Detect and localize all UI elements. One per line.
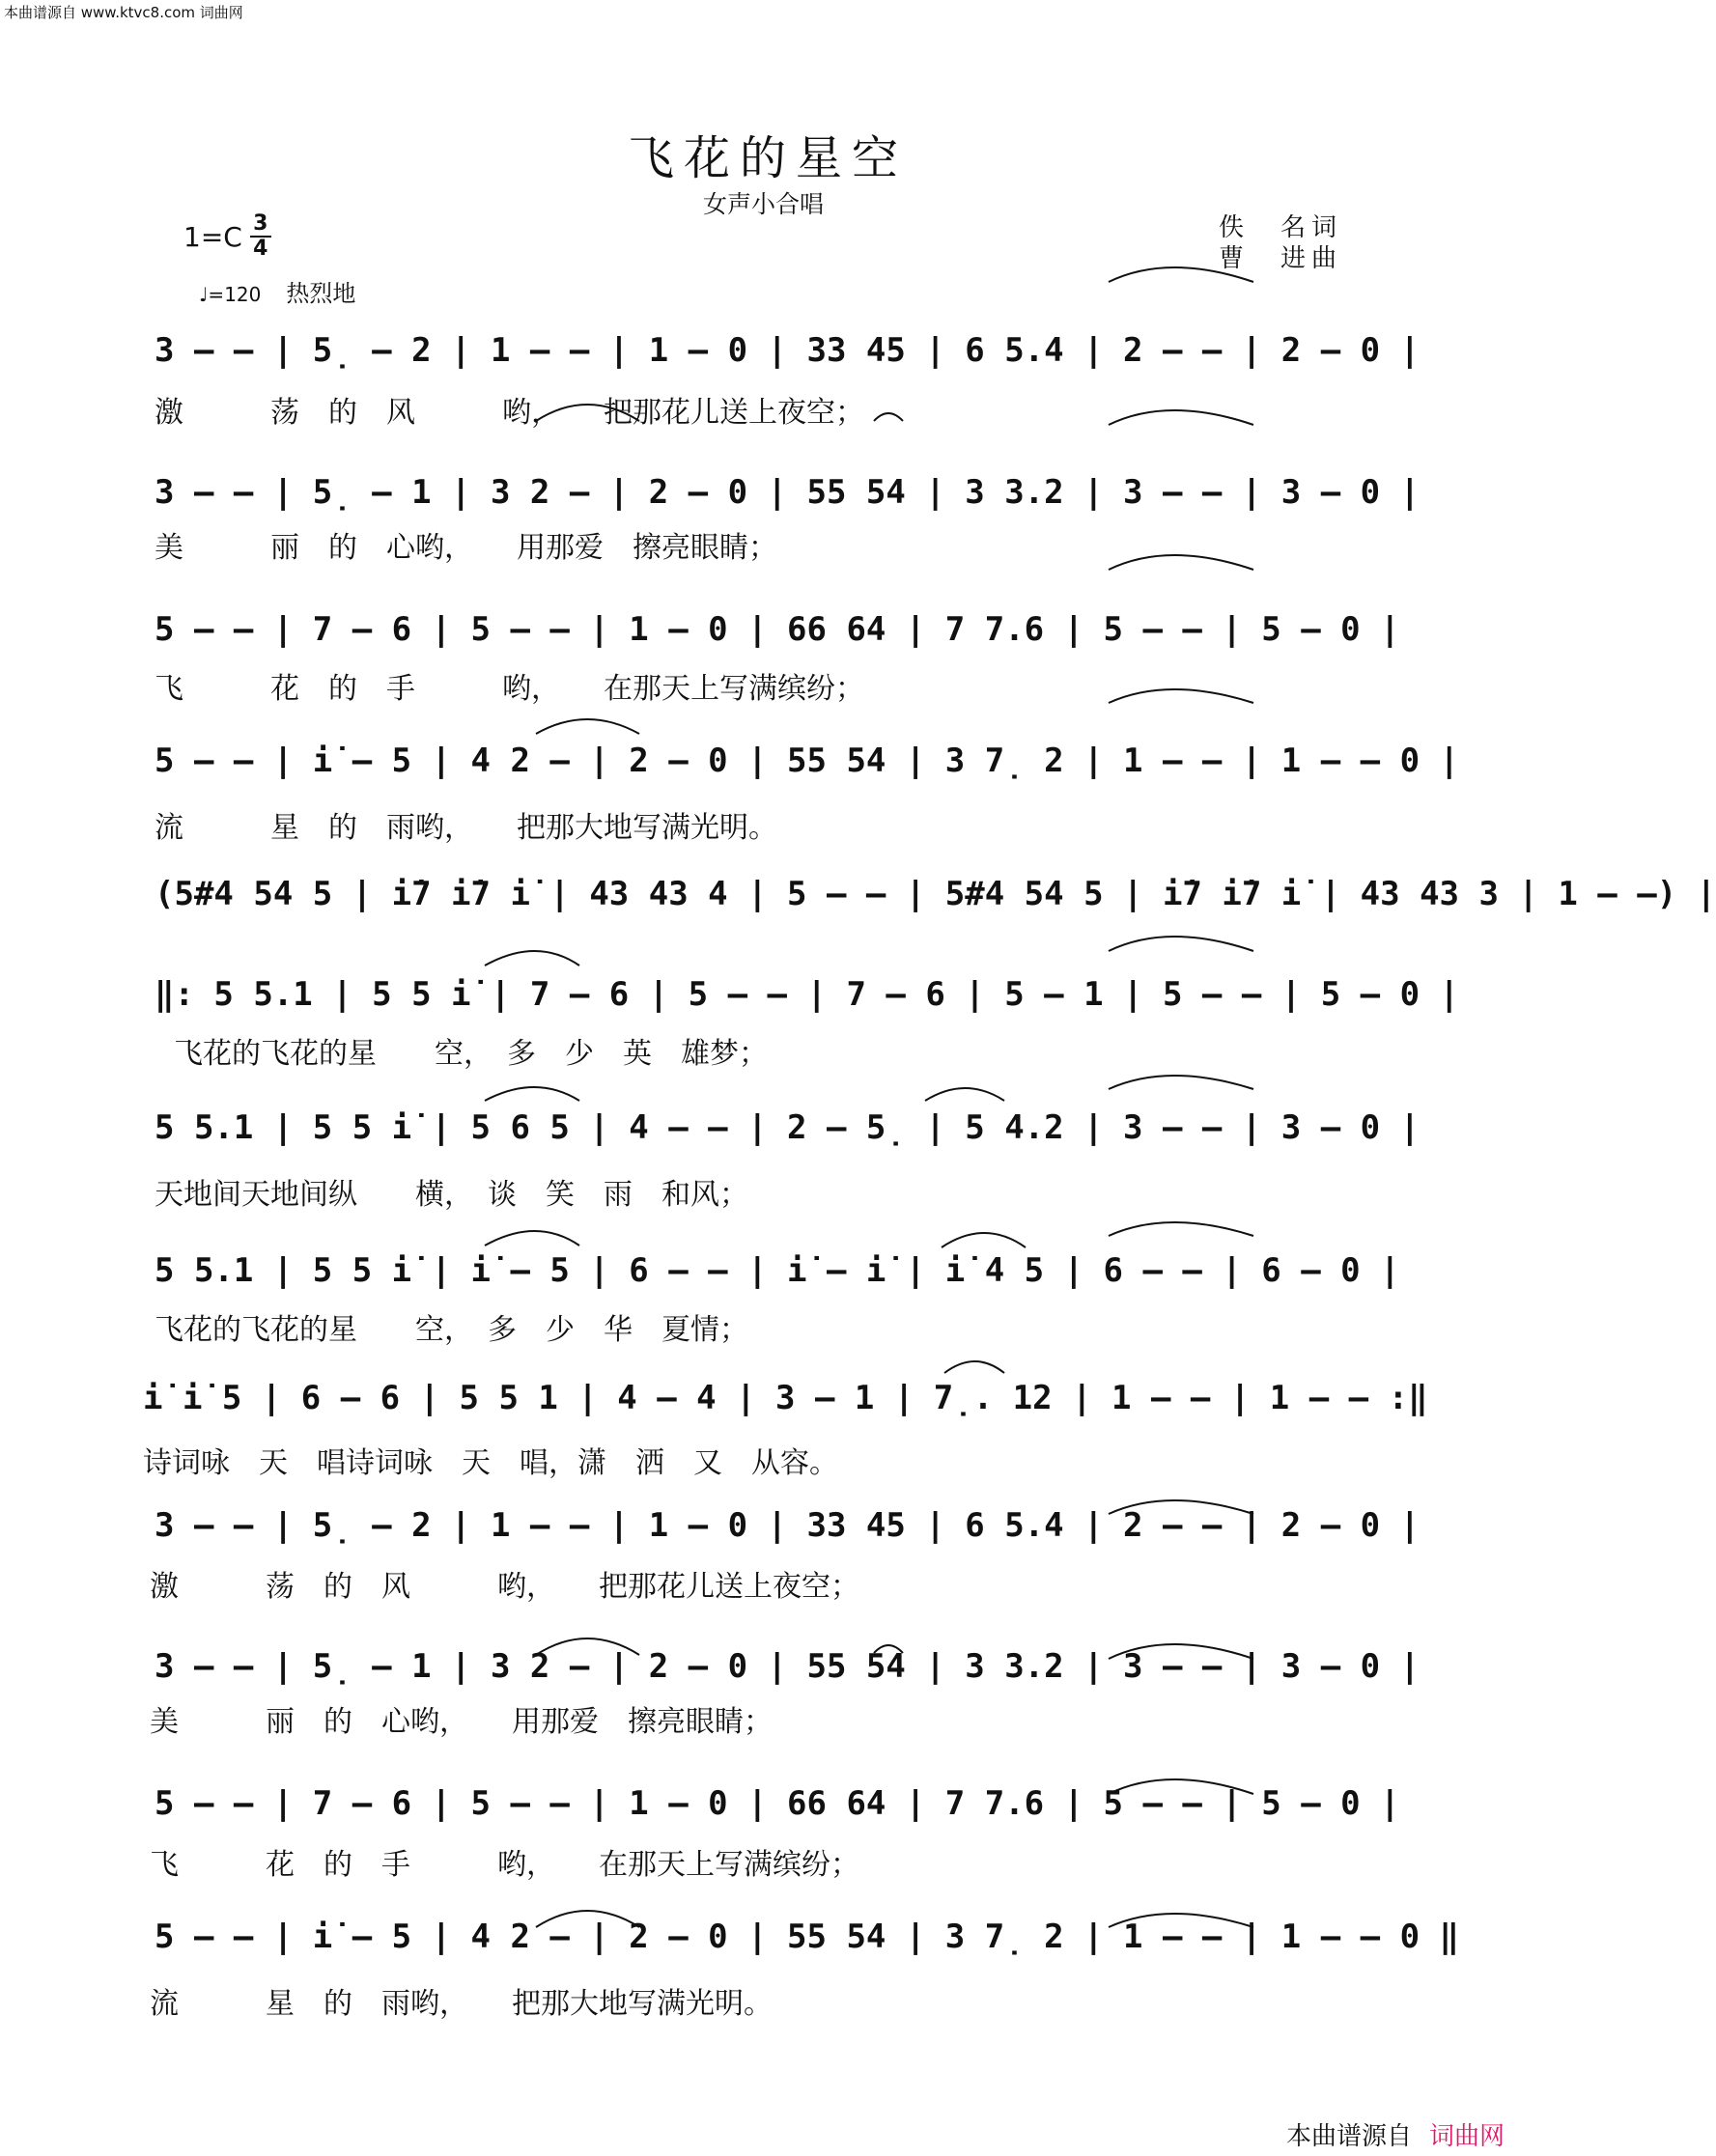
slur [874,1645,903,1653]
slur [942,1233,1026,1247]
tempo-expression: 热烈地 [286,280,356,307]
slur [1109,410,1253,425]
system-4-notes: 5 – – | i̇ – 5 | 4 2 – | 2 – 0 | 55 54 | 3 7̣ 2 | 1 – – | 1 – – 0 | [155,742,1460,780]
system-6-notes: ‖: 5 5.1 | 5 5 i̇ | 7 – 6 | 5 – – | 7 – 6 | 5 – 1 | 5 – – | 5 – 0 | [155,975,1460,1014]
system-11-notes: 3 – – | 5̣ – 1 | 3 2 – | 2 – 0 | 55 54 | 3 3.2 | 3 – – | 3 – 0 | [155,1647,1421,1686]
slur [1109,689,1253,703]
system-3-lyrics: 飞 花 的 手 哟， 在那天上写满缤纷； [155,672,864,706]
system-10-notes: 3 – – | 5̣ – 2 | 1 – – | 1 – 0 | 33 45 | 6 5.4 | 2 – – | 2 – 0 | [155,1506,1421,1545]
system-13-notes: 5 – – | i̇ – 5 | 4 2 – | 2 – 0 | 55 54 | 3 7̣ 2 | 1 – – | 1 – – 0 ‖ [155,1918,1460,1956]
footer-source-prefix: 本曲谱源自 [1285,2122,1412,2151]
system-7-notes: 5 5.1 | 5 5 i̇ | 5 6 5 | 4 – – | 2 – 5̣ | 5 4.2 | 3 – – | 3 – 0 | [155,1108,1421,1147]
slur [485,1087,579,1101]
tempo-bpm: ♩=120 [199,283,262,306]
slur [536,1638,639,1655]
slur [1109,1914,1253,1927]
slur [485,951,579,966]
slur [1109,267,1253,282]
slur [536,719,639,734]
system-4-lyrics: 流 星 的 雨哟， 把那大地写满光明。 [155,811,777,845]
footer-source-site[interactable]: 词曲网 [1428,2122,1505,2151]
slur [536,405,639,421]
lyricist-credit: 佚 名词 [1218,213,1342,242]
system-8-lyrics: 飞花的飞花的星 空， 多 少 华 夏情； [155,1313,748,1347]
slur [536,1911,639,1927]
system-2-lyrics: 美 丽 的 心哟， 用那爱 擦亮眼睛； [155,531,777,565]
slur [1109,555,1253,570]
system-1-notes: 3 – – | 5̣ – 2 | 1 – – | 1 – 0 | 33 45 | 6 5.4 | 2 – – | 2 – 0 | [155,331,1421,370]
slur [1109,1779,1253,1794]
system-5-interlude: (5#4 54 5 | i̇7 i̇7 i̇ | 43 43 4 | 5 – – | 5#4 54 5 | i̇7 i̇7 i̇ | 43 43 3 | 1 – –) | [155,875,1716,913]
system-11-lyrics: 美 丽 的 心哟， 用那爱 擦亮眼睛； [150,1705,773,1739]
system-1-lyrics: 激 荡 的 风 哟， 把那花儿送上夜空； [155,396,864,430]
system-13-lyrics: 流 星 的 雨哟， 把那大地写满光明。 [150,1987,773,2021]
system-12-lyrics: 飞 花 的 手 哟， 在那天上写满缤纷； [150,1848,859,1882]
system-3-notes: 5 – – | 7 – 6 | 5 – – | 1 – 0 | 66 64 | 7 7.6 | 5 – – | 5 – 0 | [155,610,1400,649]
slur [944,1361,1004,1373]
song-subtitle: 女声小合唱 [703,190,825,218]
system-6-lyrics: 飞花的飞花的星 空， 多 少 英 雄梦； [174,1037,768,1071]
composer-credit: 曹 进曲 [1218,244,1342,273]
system-8-notes: 5 5.1 | 5 5 i̇ | i̇ – 5 | 6 – – | i̇ – i̇ | i̇ 4 5 | 6 – – | 6 – 0 | [155,1251,1400,1290]
system-9-notes: i̇ i̇ 5 | 6 – 6 | 5 5 1 | 4 – 4 | 3 – 1 | 7̣. 12 | 1 – – | 1 – – :‖ [143,1379,1428,1417]
system-12-notes: 5 – – | 7 – 6 | 5 – – | 1 – 0 | 66 64 | 7 7.6 | 5 – – | 5 – 0 | [155,1784,1400,1823]
site-header-text: 本曲谱源自 www.ktvc8.com 词曲网 [4,4,243,21]
footer-source [1286,2116,1505,2152]
key-label: 1=C [183,220,242,253]
system-10-lyrics: 激 荡 的 风 哟， 把那花儿送上夜空； [150,1570,859,1604]
slur [1109,1222,1253,1236]
slur [1109,1500,1253,1514]
slur [485,1231,579,1246]
time-signature-top: 3 [253,211,268,236]
slur [1109,1076,1253,1089]
song-title: 飞花的星空 [628,131,909,185]
system-7-lyrics: 天地间天地间纵 横， 谈 笑 雨 和风； [155,1178,748,1212]
time-signature-bottom: 4 [253,237,268,261]
system-2-notes: 3 – – | 5̣ – 1 | 3 2 – | 2 – 0 | 55 54 | 3 3.2 | 3 – – | 3 – 0 | [155,473,1421,512]
slur [1109,1644,1253,1659]
slur [925,1088,1004,1101]
slur [874,413,903,421]
system-9-lyrics: 诗词咏 天 唱诗词咏 天 唱，潇 洒 又 从容。 [143,1446,838,1480]
slur [1109,937,1253,951]
